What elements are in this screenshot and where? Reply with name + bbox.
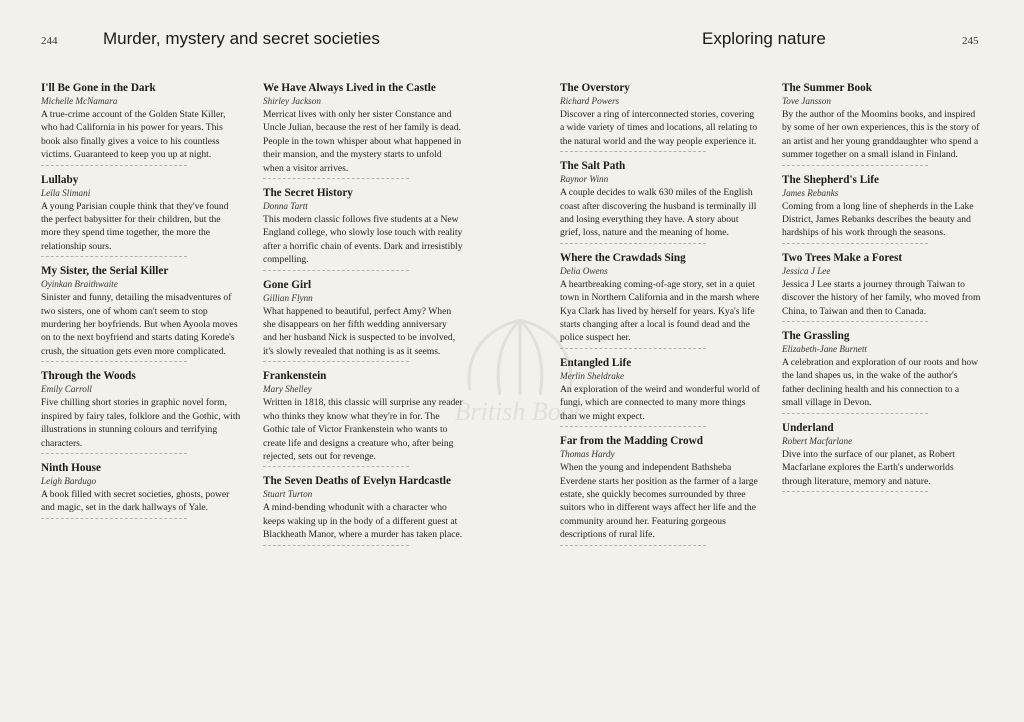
dashed-divider [782,491,928,492]
book-author: Leigh Bardugo [41,475,97,486]
book-entry [782,82,982,166]
book-description: Discover a ring of interconnected stories, covering a wide variety of times and locations, all relating to the natural world and the way people experience it. [560,109,758,147]
book-author: Leïla Slimani [41,187,91,198]
book-title: Entangled Life [560,356,632,369]
book-description: Sinister and funny, detailing the misadventures of two sisters, one of whom can't seem to stop murdering her boyfriends. But when Ayoola moves on to the next boyfriend and starts dating Korede's crush, the situation gets even more complicated. [41,292,238,357]
book-description: By the author of the Moomins books, and inspired by some of her own experiences, this is the story of an artist and her young granddaughter who spend a summer together on a small island in Finland. [782,109,980,161]
book-description: Written in 1818, this classic will surprise any reader who thinks they know what they're in for. The Gothic tale of Victor Frankenstein who wants to create life and designs a creature who, after being rejected, sets out for revenge. [263,397,463,462]
book-author: Jessica J Lee [782,265,831,276]
book-description: A young Parisian couple think that they've found the perfect babysitter for their children, but the more they spend time together, the more the relationship sours. [41,200,229,252]
book-entry [263,187,463,271]
dashed-divider [263,361,409,362]
dashed-divider [782,413,928,414]
book-author: Robert Macfarlane [782,435,853,446]
book-author: Gillian Flynn [263,292,313,303]
book-author: Richard Powers [560,96,620,106]
book-entry [41,462,241,519]
book-entry [560,435,760,545]
book-title: Ninth House [41,461,101,474]
book-title: My Sister, the Serial Killer [41,265,169,278]
book-entry [560,252,760,349]
book-entry [41,82,241,166]
book-title: Two Trees Make a Forest [782,251,903,264]
dashed-divider [41,165,187,166]
dashed-divider [41,453,187,454]
book-description: Coming from a long line of shepherds in the Lake District, James Rebanks describes the beauty and hardships of his work through the seasons. [782,200,974,239]
left-column-2 [263,82,463,554]
right-column-1 [560,82,760,554]
page-number-left: 244 [41,35,58,47]
book-author: Michelle McNamara [41,96,118,106]
dashed-divider [560,151,706,152]
dashed-divider [263,270,409,271]
book-title: Through the Woods [41,370,136,383]
dashed-divider [782,165,928,166]
dashed-divider [782,321,928,322]
book-title: The Grassling [782,330,850,343]
page-number-right: 245 [962,35,979,47]
left-column-1 [41,82,241,527]
book-author: Oyinkan Braithwaite [41,279,118,290]
book-title: Where the Crawdads Sing [560,251,686,264]
book-entry [782,330,982,414]
book-description: A couple decides to walk 630 miles of the English coast after discovering the husband is terminally ill and losing everything they have. A story about grief, loss, nature and the meaning of home. [560,187,757,239]
dashed-divider [560,243,706,244]
book-description: A celebration and exploration of our roots and how the land shapes us, in the wake of the author's father declining health and his connection to a small village in Devon. [782,357,979,409]
book-title: Lullaby [41,173,79,186]
dashed-divider [782,243,928,244]
dashed-divider [263,178,409,179]
book-author: Tove Jansson [782,96,831,106]
dashed-divider [263,466,409,467]
section-title-left: Murder, mystery and secret societies [103,29,380,48]
book-author: Emily Carroll [41,384,92,395]
book-entry [782,422,982,492]
book-title: The Summer Book [782,82,872,94]
book-description: This modern classic follows five students at a New England college, who slowly lose touch with reality after a horrific chain of events. Dark and irresistibly compelling. [263,214,463,266]
book-title: Gone Girl [263,278,312,291]
book-entry [263,279,463,363]
book-title: The Overstory [560,82,630,94]
book-description: A true-crime account of the Golden State Killer, who had California in his power for years. This book also finally gives a voice to his countless victims. Guaranteed to keep you up at night. [41,109,226,161]
book-entry [41,370,241,454]
book-entry [782,174,982,244]
book-description: Dive into the surface of our planet, as Robert Macfarlane explores the Earth's underworlds through literature, memory and nature. [782,448,955,487]
dashed-divider [560,426,706,427]
dashed-divider [263,545,409,546]
section-title-right: Exploring nature [702,29,826,48]
book-description: Merricat lives with only her sister Constance and Uncle Julian, because the rest of her family is dead. People in the town whisper about what happened in their mansion, and the mystery starts to unfold when a visitor arrives. [263,109,462,174]
book-description: Five chilling short stories in graphic novel form, inspired by fairy tales, folklore and the Gothic, with illustrations in stunning colours and terrifying characters. [41,397,241,449]
book-author: Raynor Winn [560,174,609,185]
book-title: We Have Always Lived in the Castle [263,82,436,94]
right-page [512,0,1024,722]
book-description: A mind-bending whodunit with a character who keeps waking up in the body of a different guest at Blackheath Manor, where a murder has taken place. [263,502,463,541]
book-description: When the young and independent Bathsheba Everdene starts her position as the farmer of a large estate, she quickly becomes surrounded by three suitors who in different ways affect her life and the community around her. Featuring gorgeous descriptions of rural life. [560,462,758,541]
book-author: Stuart Turton [263,489,313,500]
watermark-text: British Book [454,397,586,426]
book-title: The Secret History [263,187,353,200]
book-description: Jessica J Lee starts a journey through Taiwan to discover the history of her family, who moved from China, to Taiwan and then to Canada. [782,278,981,317]
book-title: The Shepherd's Life [782,173,879,186]
book-author: Shirley Jackson [263,96,321,106]
dashed-divider [41,256,187,257]
book-author: Mary Shelley [263,384,312,395]
book-title: Underland [782,421,834,434]
book-description: A book filled with secret societies, ghosts, power and magic, set in the dark hallways of Yale. [41,488,230,514]
book-entry [41,265,241,362]
right-column-2 [782,82,982,500]
book-author: Donna Tartt [263,201,308,212]
dashed-divider [41,518,187,519]
book-entry [560,357,760,427]
book-title: Frankenstein [263,370,327,383]
book-title: The Salt Path [560,160,626,173]
dashed-divider [41,361,187,362]
book-entry [560,160,760,244]
book-description: What happened to beautiful, perfect Amy? When she disappears on her fifth wedding anniversary and her husband Nick is suspected to be involved, it's slowly revealed that nothing is as it seems. [263,305,456,357]
book-entry [263,475,463,545]
book-title: I'll Be Gone in the Dark [41,82,156,94]
book-author: Merlin Sheldrake [560,370,625,381]
book-entry [263,82,463,179]
book-title: The Seven Deaths of Evelyn Hardcastle [263,475,452,488]
book-author: Delia Owens [560,265,608,276]
dashed-divider [560,545,706,546]
book-author: James Rebanks [782,187,839,198]
book-entry [560,82,760,152]
book-author: Elizabeth-Jane Burnett [782,344,867,355]
book-description: A heartbreaking coming-of-age story, set in a quiet town in Northern California and in the marsh where Kya Clark has lived by herself for years. Kya's life starts changing after a local is found dead and the police suspect her. [560,278,760,344]
book-entry [782,252,982,322]
book-title: Far from the Madding Crowd [560,435,703,448]
book-description: An exploration of the weird and wonderful world of fungi, which are connected to many more things than we might expect. [560,383,760,422]
book-entry [41,174,241,258]
dashed-divider [560,348,706,349]
book-author: Thomas Hardy [560,449,615,460]
book-entry [263,370,463,467]
